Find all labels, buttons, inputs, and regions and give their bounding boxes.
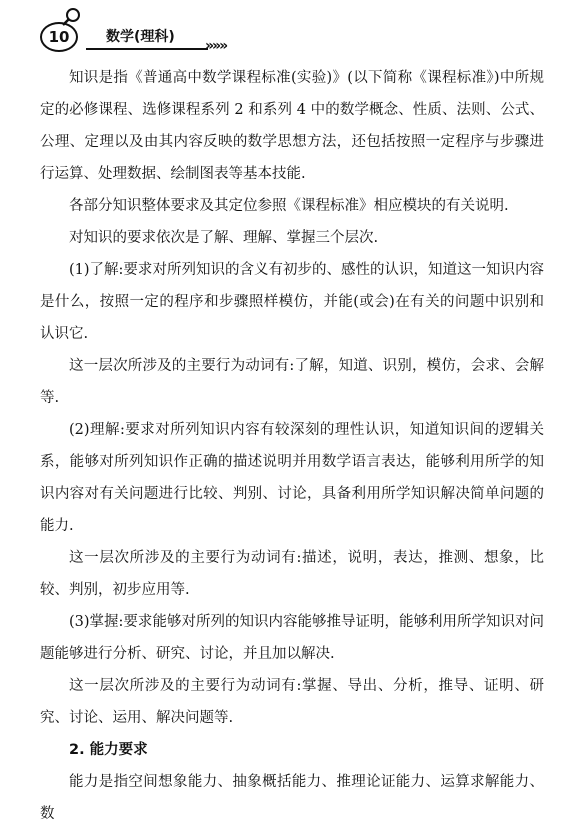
paragraph-module-reference: 各部分知识整体要求及其定位参照《课程标准》相应模块的有关说明. bbox=[69, 198, 509, 214]
paragraph-level-2-verbs: 这一层次所涉及的主要行为动词有:描述，说明，表达，推测、想象，比较、判别，初步应用等. bbox=[40, 550, 544, 598]
paragraph-level-comprehend: (2)理解:要求对所列知识内容有较深刻的理性认识，知道知识间的逻辑关系，能够对所列知识作正确的描述说明并用数学语言表达，能够利用所学的知识内容对有关问题进行比较、判别、讨论，具备利用所学知识解决简单问题的能力. bbox=[40, 422, 544, 534]
paragraph-level-1-verbs: 这一层次所涉及的主要行为动词有:了解，知道、识别，模仿，会求、会解等. bbox=[40, 358, 544, 406]
paragraph-level-master: (3)掌握:要求能够对所列的知识内容能够推导证明，能够利用所学知识对问题能够进行分析、研究、讨论，并且加以解决. bbox=[40, 614, 544, 662]
triple-arrow-icon: »»» bbox=[205, 38, 227, 54]
section-title: 数学(理科) bbox=[106, 29, 175, 45]
magnifier-icon bbox=[60, 6, 82, 28]
paragraph-knowledge-definition: 知识是指《普通高中数学课程标准(实验)》(以下简称《课程标准》)中所规定的必修课程、选修课程系列 2 和系列 4 中的数学概念、性质、法则、公式、公理、定理以及由其内容反映的数学思想方法，还包括按照一定程序与步骤进行运算、处理数据、绘制图表等基本技能. bbox=[40, 70, 544, 182]
header-divider bbox=[86, 48, 208, 50]
paragraph-level-3-verbs: 这一层次所涉及的主要行为动词有:掌握、导出、分析，推导、证明、研究、讨论、运用、解决问题等. bbox=[40, 678, 544, 726]
paragraph-level-understand-basic: (1)了解:要求对所列知识的含义有初步的、感性的认识，知道这一知识内容是什么，按照一定的程序和步骤照样模仿，并能(或会)在有关的问题中识别和认识它. bbox=[40, 262, 544, 342]
document-body bbox=[40, 62, 544, 830]
page-header bbox=[0, 0, 580, 62]
section-heading-ability: 2. 能力要求 bbox=[69, 742, 148, 758]
paragraph-ability-definition: 能力是指空间想象能力、抽象概括能力、推理论证能力、运算求解能力、数 bbox=[40, 774, 544, 822]
page-number-badge: 10 bbox=[40, 22, 78, 52]
paragraph-requirement-levels: 对知识的要求依次是了解、理解、掌握三个层次. bbox=[69, 230, 379, 246]
